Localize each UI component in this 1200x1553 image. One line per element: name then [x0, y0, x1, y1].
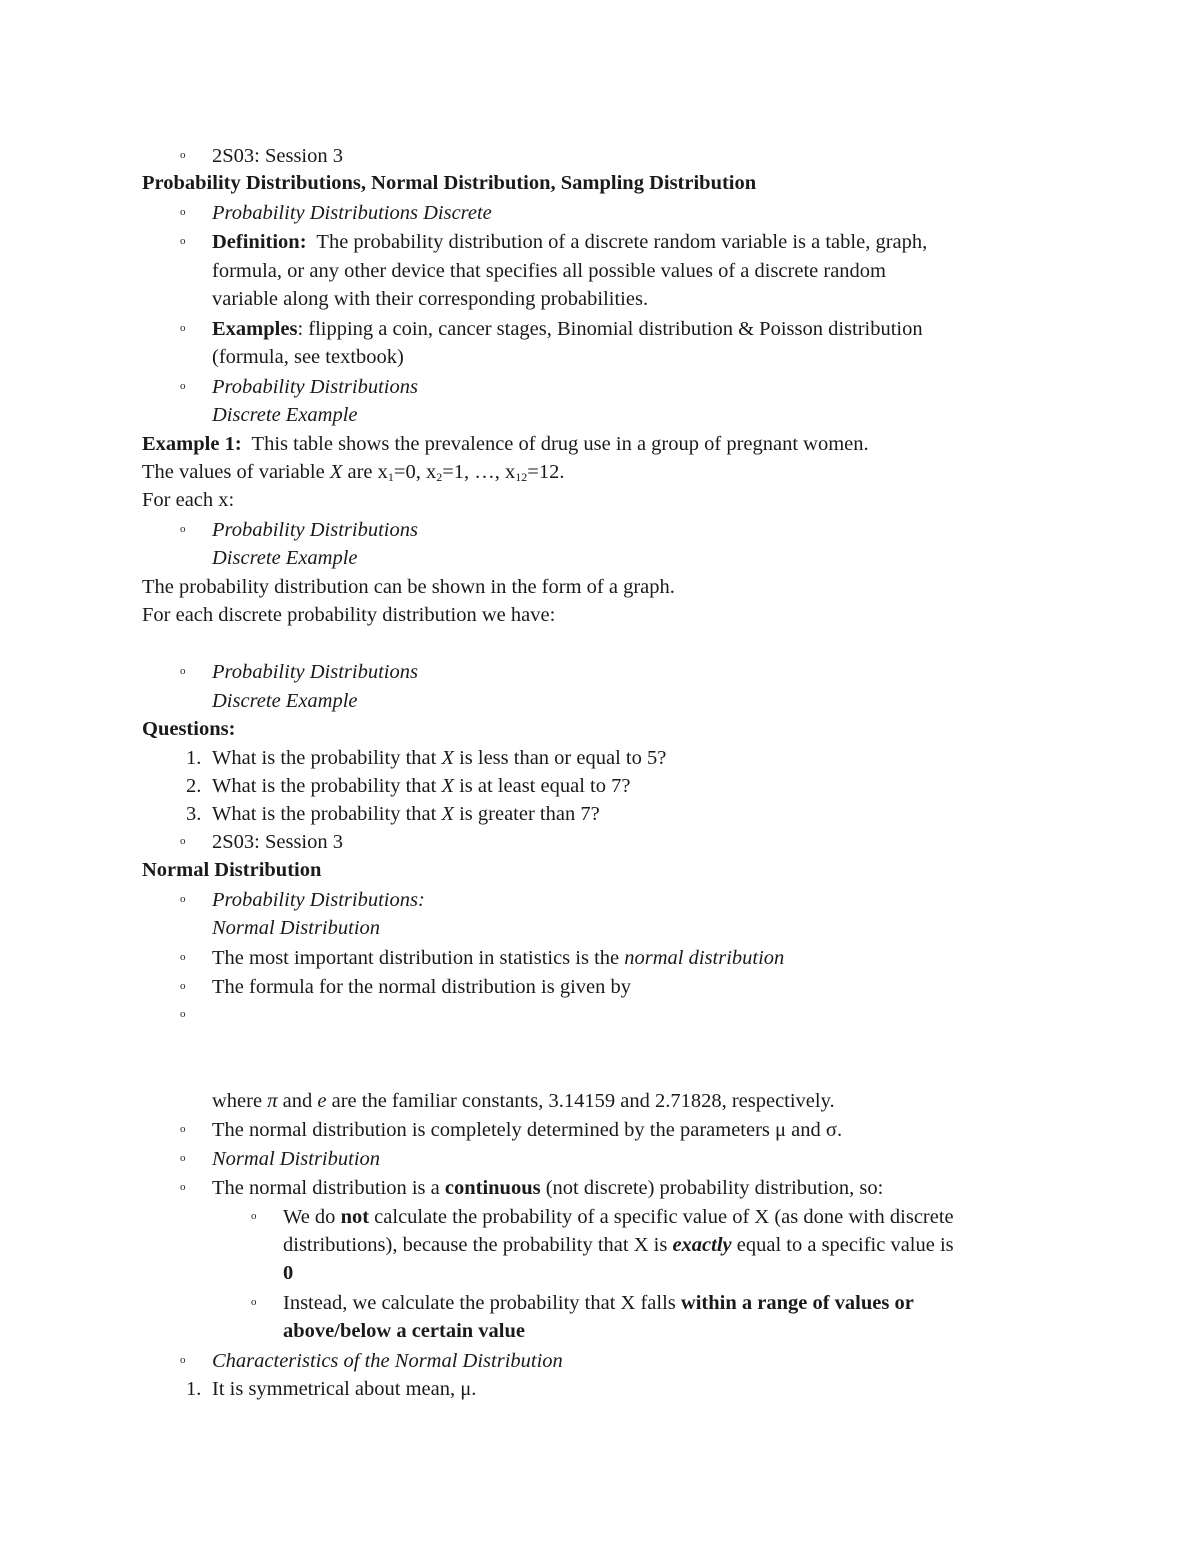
pd-normal-line2: Normal Distribution [212, 917, 381, 939]
block3-line1: Probability Distributions [212, 661, 418, 683]
block1-line2: Discrete Example [212, 404, 358, 426]
question-text: What is the probability that [212, 803, 442, 825]
bullet-icon: o [180, 206, 186, 218]
pi-symbol: π [267, 1090, 278, 1112]
each-text: For each discrete probability distribution we have: [142, 604, 556, 626]
var-x: X [441, 747, 454, 769]
bullet-icon: o [180, 322, 186, 334]
example1-text: This table shows the prevalence of drug use in a group of pregnant women. [251, 433, 869, 455]
mu-symbol: μ [775, 1119, 787, 1141]
question-2 [212, 772, 630, 800]
definition-label: Definition: [212, 231, 307, 253]
block2-line1: Probability Distributions [212, 519, 418, 541]
for-each-x: For each x: [142, 489, 235, 511]
bullet-icon: o [180, 835, 186, 847]
bullet-icon: o [180, 951, 186, 963]
e-symbol: e [317, 1090, 327, 1112]
sub1-text: We do [283, 1206, 341, 1228]
subscript-1: 1 [387, 470, 394, 484]
definition-text-1: The probability distribution of a discrete random variable is a table, graph, [316, 231, 928, 253]
sub1-l2-post: equal to a specific value is [731, 1234, 954, 1256]
values-prefix: The values of variable [142, 461, 330, 483]
sub2-text: Instead, we calculate the probability that X falls [283, 1292, 681, 1314]
normal-heading: Normal Distribution [142, 859, 322, 881]
example1-label: Example 1: [142, 433, 242, 455]
cont-text: The normal distribution is a [212, 1177, 445, 1199]
bullet-icon: o [180, 665, 186, 677]
question-1 [212, 744, 666, 772]
examples-text-1: : flipping a coin, cancer stages, Binomial distribution & Poisson distribution [297, 318, 923, 340]
question-3 [212, 800, 600, 828]
question-text: is at least equal to 7? [453, 775, 631, 797]
var-x: X [329, 461, 343, 483]
formula-text: The formula for the normal distribution is given by [212, 976, 632, 998]
sub-bullet-icon: o [251, 1296, 257, 1308]
var-x: X [441, 803, 454, 825]
questions-heading: Questions: [142, 718, 236, 740]
block1-line1: Probability Distributions [212, 376, 418, 398]
block2-line2: Discrete Example [212, 547, 358, 569]
sigma-symbol: σ [825, 1119, 837, 1141]
sub2-bold1: within a range of values or [680, 1292, 914, 1314]
session-heading: 2S03: Session 3 [212, 145, 343, 167]
nd-heading: Normal Distribution [212, 1148, 381, 1170]
subscript-12: 12 [515, 470, 528, 484]
bullet-icon: o [180, 1152, 186, 1164]
definition-line-2: formula, or any other device that specifies all possible values of a discrete random [212, 260, 886, 282]
eq-12: =12. [527, 461, 565, 483]
and-text: and [277, 1090, 318, 1112]
example1-line [142, 430, 869, 458]
sub-bullet-icon: o [251, 1210, 257, 1222]
bullet-icon: o [180, 1354, 186, 1366]
sub1-post: calculate the probability of a specific value of X (as done with discrete [369, 1206, 954, 1228]
bullet-icon: o [180, 1123, 186, 1135]
bullet-icon: o [180, 380, 186, 392]
period: . [471, 1378, 477, 1400]
examples-line-2: (formula, see textbook) [212, 346, 404, 368]
where-line [212, 1087, 835, 1115]
eq-1: =0, x [393, 461, 437, 483]
session-heading-2: 2S03: Session 3 [212, 831, 343, 853]
sub1-l2-text: distributions), because the probability that X is [283, 1234, 673, 1256]
cont-bold: continuous [444, 1177, 541, 1199]
graph-text: The probability distribution can be shown in the form of a graph. [142, 576, 675, 598]
bullet-icon: o [180, 1008, 186, 1020]
discrete-heading: Probability Distributions Discrete [212, 202, 492, 224]
sub2-line1 [283, 1289, 914, 1317]
important-line [212, 944, 784, 972]
sub1-line1 [283, 1203, 954, 1231]
var-x: X [441, 775, 454, 797]
block3-line2: Discrete Example [212, 690, 358, 712]
where-text: where [212, 1090, 268, 1112]
cont-post: (not discrete) probability distribution, so: [540, 1177, 884, 1199]
document-title: Probability Distributions, Normal Distribution, Sampling Distribution [142, 172, 757, 194]
values-line [142, 458, 564, 486]
char-number: 1. [186, 1378, 202, 1400]
subscript-2: 2 [436, 470, 443, 484]
bullet-icon: o [180, 235, 186, 247]
char-line-1 [212, 1375, 476, 1403]
bullet-icon: o [180, 523, 186, 535]
question-text: is greater than 7? [453, 803, 600, 825]
sub1-zero: 0 [283, 1262, 294, 1284]
question-text: What is the probability that [212, 747, 442, 769]
question-text: What is the probability that [212, 775, 442, 797]
and-text: and [786, 1119, 826, 1141]
examples-label: Examples [212, 318, 298, 340]
question-text: is less than or equal to 5? [453, 747, 667, 769]
values-are: are x [342, 461, 388, 483]
question-number: 1. [186, 747, 202, 769]
sub2-line2: above/below a certain value [283, 1320, 525, 1342]
char-heading: Characteristics of the Normal Distribution [212, 1350, 563, 1372]
eq-2: =1, …, x [442, 461, 516, 483]
question-number: 3. [186, 803, 202, 825]
continuous-line [212, 1174, 883, 1202]
bullet-icon: o [180, 1181, 186, 1193]
examples-line-1 [212, 315, 923, 343]
period: . [836, 1119, 843, 1141]
important-emphasis: normal distribution [624, 947, 785, 969]
definition-line-1 [212, 228, 927, 256]
pd-normal-line1: Probability Distributions: [212, 889, 425, 911]
bullet-icon: o [180, 149, 186, 161]
question-number: 2. [186, 775, 202, 797]
params-text: The normal distribution is completely determined by the parameters [212, 1119, 776, 1141]
definition-line-3: variable along with their corresponding probabilities. [212, 288, 649, 310]
bullet-icon: o [180, 980, 186, 992]
sub1-line2 [283, 1231, 954, 1259]
params-line [212, 1116, 842, 1144]
important-text: The most important distribution in statistics is the [212, 947, 625, 969]
where-post: are the familiar constants, 3.14159 and 2.71828, respectively. [326, 1090, 835, 1112]
sub1-exactly: exactly [672, 1234, 732, 1256]
sub1-not: not [340, 1206, 370, 1228]
mu-symbol: μ [460, 1378, 472, 1400]
char1-text: It is symmetrical about mean, [212, 1378, 461, 1400]
bullet-icon: o [180, 893, 186, 905]
